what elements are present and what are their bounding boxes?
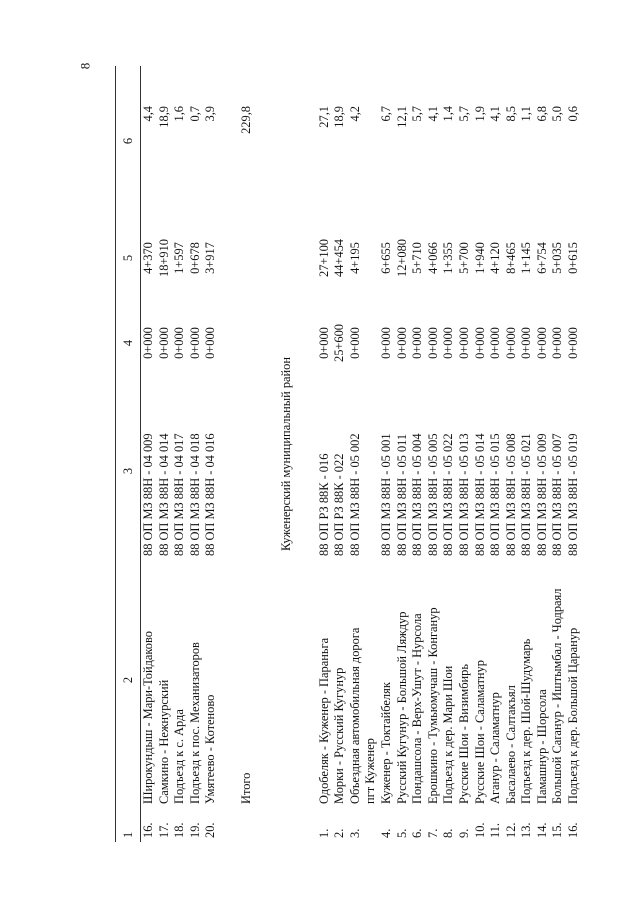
table-row — [457, 66, 473, 842]
road-name: Русский Кугунур - Большой Ляждур — [394, 611, 409, 804]
road-name: Аганур - Саламатнур — [488, 692, 503, 804]
length-km: 5,0 — [550, 106, 565, 122]
road-name: Морки - Русский Кугунур — [332, 667, 347, 804]
length-km — [363, 66, 379, 216]
table-row — [441, 66, 457, 842]
row-number: 2. — [332, 828, 347, 838]
road-name: Подъезд к дер. Шой-Шудумарь — [519, 638, 534, 804]
road-code — [363, 386, 379, 556]
start-km: 0+000 — [187, 327, 202, 359]
road-code: 88 ОП МЗ 88Н - 05 004 — [410, 433, 425, 556]
road-name: Подъезд к дер. Мари Шои — [441, 665, 456, 804]
start-km — [363, 300, 379, 386]
row-number: 4. — [378, 828, 393, 838]
road-code: 88 ОП МЗ 88Н - 04 009 — [141, 433, 155, 556]
road-code: 88 ОП МЗ 88Н - 04 018 — [187, 433, 202, 556]
column-header: 3 — [116, 386, 141, 556]
road-name: Подъезд к с. Арда — [172, 709, 187, 804]
road-code: 88 ОП МЗ 88Н - 05 001 — [378, 433, 393, 556]
start-km: 0+000 — [347, 327, 362, 359]
row-number: 20. — [203, 822, 218, 838]
end-km: 0+615 — [566, 242, 581, 274]
length-km: 4,1 — [425, 106, 440, 122]
end-km: 5+035 — [550, 242, 565, 274]
start-km: 0+000 — [316, 327, 331, 359]
row-number: 7. — [425, 828, 440, 838]
end-km: 12+080 — [394, 239, 409, 277]
length-km: 6,7 — [378, 106, 393, 122]
road-name: пгт Куженер — [363, 738, 378, 804]
end-km: 1+355 — [441, 242, 456, 274]
length-km: 4,4 — [141, 106, 155, 122]
table-row — [410, 66, 426, 842]
length-km: 0,6 — [566, 106, 581, 122]
start-km: 0+000 — [472, 327, 487, 359]
road-name: Большой Carанур - Иштымбал - Чодраял — [550, 588, 565, 804]
road-code: 88 ОП МЗ 88Н - 04 014 — [156, 433, 171, 556]
road-code: 88 ОП МЗ 88Н - 05 019 — [566, 433, 581, 556]
row-number: 16. — [566, 822, 581, 838]
column-header: 5 — [116, 216, 141, 300]
road-code: 88 ОП РЗ 88К - 016 — [316, 453, 331, 556]
start-km: 0+000 — [441, 327, 456, 359]
roads-table — [115, 66, 582, 842]
end-km: 1+145 — [519, 242, 534, 274]
row-number: 5. — [394, 828, 409, 838]
table-row — [188, 66, 204, 842]
row-number: 15. — [550, 822, 565, 838]
road-name: Одобеляк - Куженер - Параньга — [316, 637, 331, 804]
road-code: 88 ОП РЗ 88К - 022 — [332, 453, 347, 556]
road-name: Русские Шои - Визимбирь — [456, 663, 471, 804]
row-number: 12. — [503, 822, 518, 838]
table-row — [363, 66, 379, 842]
column-header: 1 — [116, 804, 141, 842]
road-name: Ерошкино - Тумьюмучаш - Конганур — [425, 607, 440, 804]
row-number: 11. — [488, 822, 503, 838]
start-km: 0+000 — [550, 327, 565, 359]
table-row — [535, 66, 551, 842]
road-code: 88 ОП МЗ 88Н - 05 009 — [534, 433, 549, 556]
start-km: 0+000 — [203, 327, 218, 359]
end-km: 5+700 — [456, 242, 471, 274]
road-name: Широкундыш - Мари-Тойдаково — [141, 631, 155, 804]
length-km: 5,7 — [410, 106, 425, 122]
road-code: 88 ОП МЗ 88Н - 05 015 — [488, 433, 503, 556]
table-row — [379, 66, 395, 842]
start-km: 0+000 — [503, 327, 518, 359]
table-row — [519, 66, 535, 842]
road-name: Подъезд к дер. Большой Царанур — [566, 627, 581, 804]
table-row — [317, 66, 333, 842]
end-km: 3+917 — [203, 242, 218, 274]
road-name: Объездная автомобильная дорога — [347, 627, 362, 804]
length-km: 4,2 — [347, 106, 362, 122]
length-km: 0,7 — [187, 106, 202, 122]
row-number: 18. — [172, 822, 187, 838]
total-block — [219, 66, 317, 842]
road-name: Подъезд к пос. Механизаторов — [187, 642, 202, 804]
start-km: 0+000 — [410, 327, 425, 359]
road-code: 88 ОП МЗ 88Н - 05 002 — [347, 433, 362, 556]
column-header: 4 — [116, 300, 141, 386]
start-km: 0+000 — [141, 327, 155, 359]
start-km: 0+000 — [425, 327, 440, 359]
row-number — [363, 804, 379, 842]
total-label: Итого — [238, 772, 253, 804]
end-km: 44+454 — [332, 239, 347, 277]
road-code: 88 ОП МЗ 88Н - 05 007 — [550, 433, 565, 556]
road-code: 88 ОП МЗ 88Н - 04 016 — [203, 433, 218, 556]
length-km: 8,5 — [503, 106, 518, 122]
road-name: Куженер - Токтайбеляк — [378, 682, 393, 804]
end-km — [363, 216, 379, 300]
length-km: 27,1 — [316, 106, 331, 128]
table-row — [473, 66, 489, 842]
road-name: Памашнур - Шорсола — [534, 689, 549, 804]
row-number: 10. — [472, 822, 487, 838]
length-km: 18,9 — [156, 106, 171, 128]
road-name: Пондашсола - Верх-Ушут - Нурсола — [410, 613, 425, 804]
length-km: 4,1 — [488, 106, 503, 122]
start-km: 0+000 — [394, 327, 409, 359]
page-number: 8 — [77, 62, 93, 70]
column-header: 6 — [116, 66, 141, 216]
road-code: 88 ОП МЗ 88Н - 05 022 — [441, 433, 456, 556]
length-km: 12,1 — [394, 106, 409, 128]
end-km: 4+066 — [425, 242, 440, 274]
length-km: 1,6 — [172, 106, 187, 122]
road-name: Русские Шои - Саламатнур — [472, 660, 487, 804]
table-row — [488, 66, 504, 842]
end-km: 8+465 — [503, 242, 518, 274]
table-row — [550, 66, 566, 842]
road-code: 88 ОП МЗ 88Н - 05 011 — [394, 433, 409, 556]
table-row — [203, 66, 219, 842]
start-km: 0+000 — [488, 327, 503, 359]
end-km: 6+754 — [534, 242, 549, 274]
road-code: 88 ОП МЗ 88Н - 05 008 — [503, 433, 518, 556]
row-number: 14. — [534, 822, 549, 838]
column-header: 2 — [116, 556, 141, 804]
road-name: Умятеево - Котеново — [203, 694, 218, 804]
table-row — [426, 66, 442, 842]
length-km: 3,9 — [203, 106, 218, 122]
start-km: 25+600 — [332, 324, 347, 362]
row-number: 17. — [156, 822, 171, 838]
length-km: 6,8 — [534, 106, 549, 122]
row-number: 3. — [347, 828, 362, 838]
table-row — [348, 66, 364, 842]
road-name: Басалаево - Салтакъял — [503, 685, 518, 804]
length-km: 18,9 — [332, 106, 347, 128]
end-km: 27+100 — [316, 239, 331, 277]
end-km: 18+910 — [156, 239, 171, 277]
table-row — [395, 66, 411, 842]
table-body-previous-district — [141, 66, 219, 842]
end-km: 4+195 — [347, 242, 362, 274]
total-row — [239, 66, 255, 842]
table-row — [172, 66, 188, 842]
start-km: 0+000 — [156, 327, 171, 359]
row-number: 16. — [141, 822, 155, 838]
section-title: Куженерский муниципальный район — [278, 357, 293, 551]
start-km: 0+000 — [519, 327, 534, 359]
road-code: 88 ОП МЗ 88Н - 05 005 — [425, 433, 440, 556]
start-km: 0+000 — [534, 327, 549, 359]
end-km: 0+678 — [187, 242, 202, 274]
road-code: 88 ОП МЗ 88Н - 05 021 — [519, 433, 534, 556]
row-number: 9. — [456, 828, 471, 838]
length-km: 5,7 — [456, 106, 471, 122]
table-row — [332, 66, 348, 842]
table-header-row — [116, 66, 141, 842]
total-value: 229,8 — [238, 106, 253, 134]
row-number: 13. — [519, 822, 534, 838]
section-row — [275, 66, 297, 842]
end-km: 6+655 — [378, 242, 393, 274]
row-number: 8. — [441, 828, 456, 838]
end-km: 1+940 — [472, 242, 487, 274]
start-km: 0+000 — [566, 327, 581, 359]
start-km: 0+000 — [378, 327, 393, 359]
start-km: 0+000 — [456, 327, 471, 359]
row-number: 19. — [187, 822, 202, 838]
length-km: 1,9 — [472, 106, 487, 122]
road-code: 88 ОП МЗ 88Н - 05 013 — [456, 433, 471, 556]
end-km: 4+120 — [488, 242, 503, 274]
length-km: 1,4 — [441, 106, 456, 122]
start-km: 0+000 — [172, 327, 187, 359]
table-body-kuzhener — [317, 66, 582, 842]
road-code: 88 ОП МЗ 88Н - 05 014 — [472, 433, 487, 556]
end-km: 1+597 — [172, 242, 187, 274]
table-row — [504, 66, 520, 842]
road-name: Самкино - Нежнурский — [156, 679, 171, 804]
end-km: 5+710 — [410, 242, 425, 274]
table-row — [566, 66, 582, 842]
table-row — [141, 66, 157, 842]
row-number: 6. — [410, 828, 425, 838]
row-number: 1. — [316, 828, 331, 838]
table-row — [157, 66, 173, 842]
end-km: 4+370 — [141, 242, 155, 274]
road-code: 88 ОП МЗ 88Н - 04 017 — [172, 433, 187, 556]
length-km: 1,1 — [519, 106, 534, 122]
rotated-document — [115, 22, 635, 842]
